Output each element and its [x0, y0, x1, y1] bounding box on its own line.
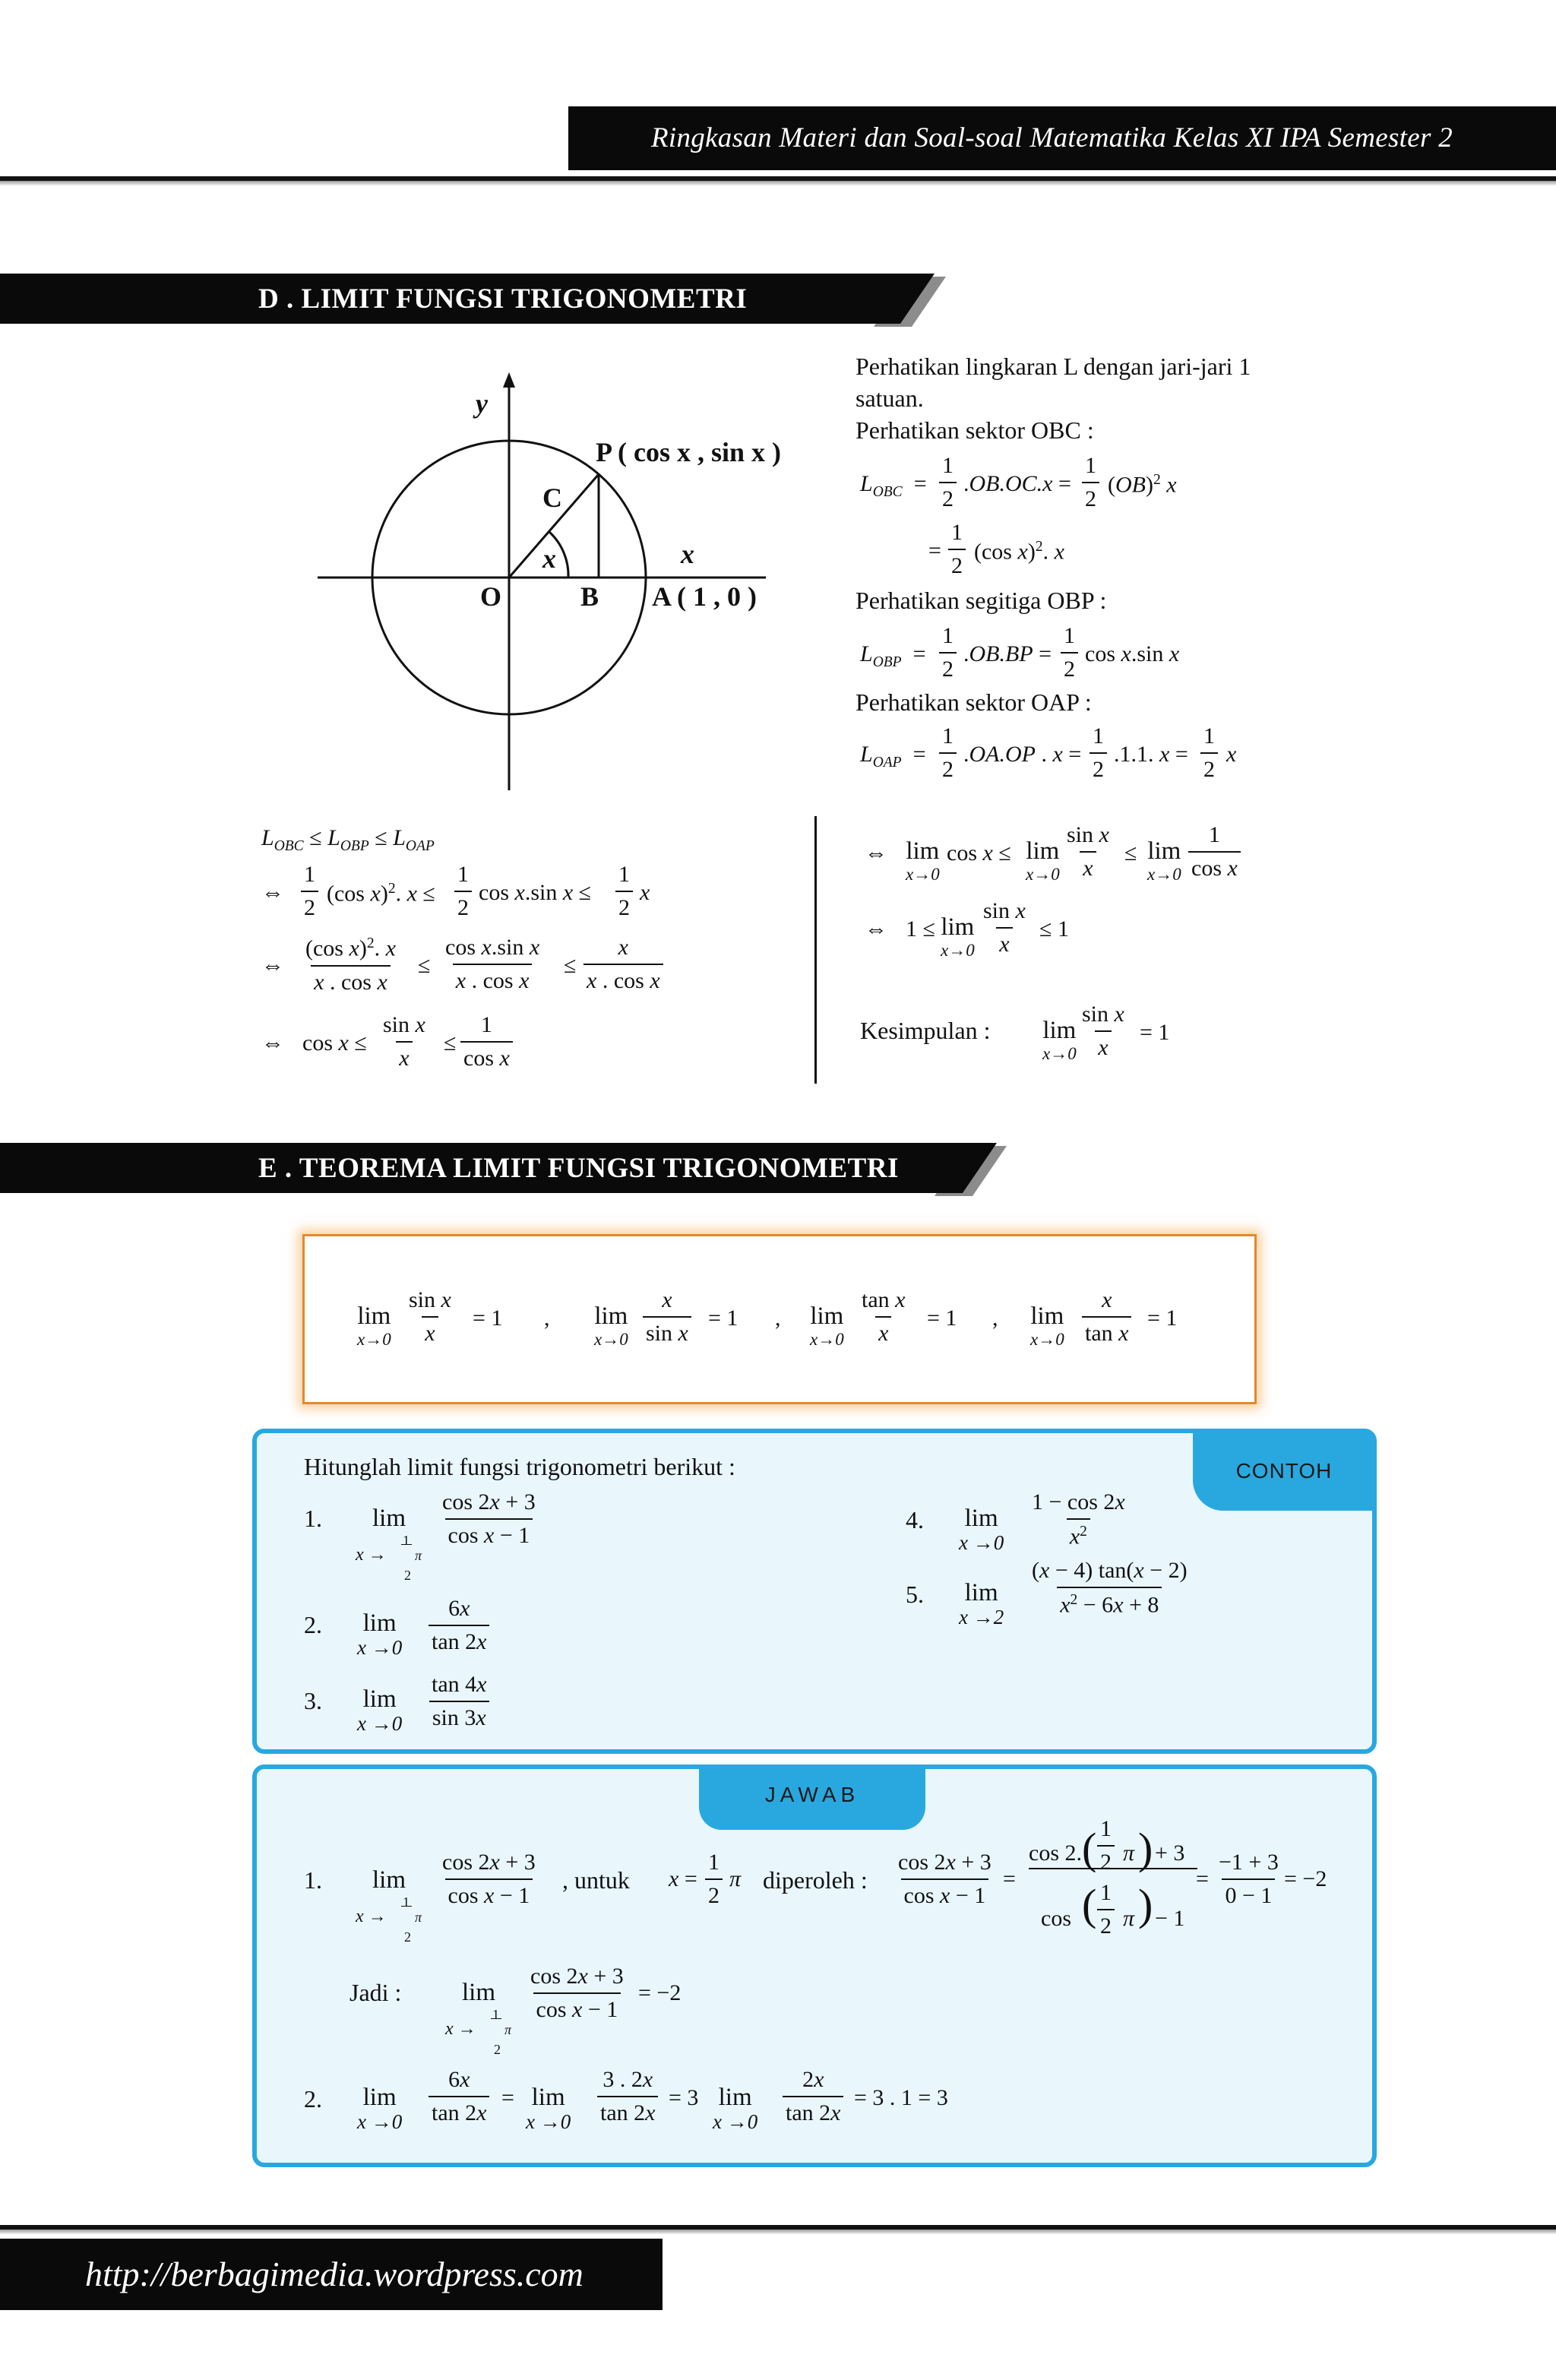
diagram-y-label: y	[476, 388, 488, 419]
diagram-o-label: O	[480, 581, 502, 612]
header-title: Ringkasan Materi dan Soal-soal Matematika Kelas XI IPA Semester 2	[650, 122, 1453, 153]
header-banner	[568, 106, 1556, 170]
diagram-x-label: x	[681, 539, 694, 569]
diagram-c-label: C	[542, 483, 562, 513]
footer-url[interactable]: http://berbagimedia.wordpress.com	[85, 2255, 584, 2293]
section-d-title: D . LIMIT FUNGSI TRIGONOMETRI	[258, 283, 748, 315]
section-d-banner	[0, 274, 950, 325]
footer-rule-shadow	[0, 2230, 1556, 2234]
diagram-b-label: B	[580, 581, 599, 612]
section-e-banner	[0, 1143, 1010, 1195]
example-tab-label: CONTOH	[1235, 1459, 1333, 1483]
conclusion-label: Kesimpulan :	[860, 1017, 991, 1044]
explanation-line-1: Perhatikan lingkaran L dengan jari-jari 1	[855, 353, 1251, 380]
section-e-title: E . TEOREMA LIMIT FUNGSI TRIGONOMETRI	[258, 1153, 899, 1184]
triangle-obp-label: Perhatikan segitiga OBP :	[855, 587, 1107, 614]
example-prompt: Hitunglah limit fungsi trigonometri berikut :	[304, 1453, 735, 1480]
derivation-divider	[814, 816, 817, 1084]
diagram-angle-label: x	[542, 543, 556, 574]
diagram-a-label: A ( 1 , 0 )	[652, 581, 757, 612]
diagram-p-label: P ( cos x , sin x )	[596, 437, 782, 467]
footer-banner	[0, 2239, 663, 2310]
answer-tab-label: JAWAB	[764, 1783, 860, 1806]
header-rule-shadow	[0, 181, 1556, 185]
explanation-line-2: satuan.	[855, 385, 924, 412]
answer-tab	[699, 1769, 925, 1830]
sector-oap-label: Perhatikan sektor OAP :	[855, 688, 1092, 716]
example-tab	[1193, 1432, 1375, 1511]
sector-obc-label: Perhatikan sektor OBC :	[855, 416, 1094, 444]
unit-circle-diagram	[304, 365, 821, 798]
